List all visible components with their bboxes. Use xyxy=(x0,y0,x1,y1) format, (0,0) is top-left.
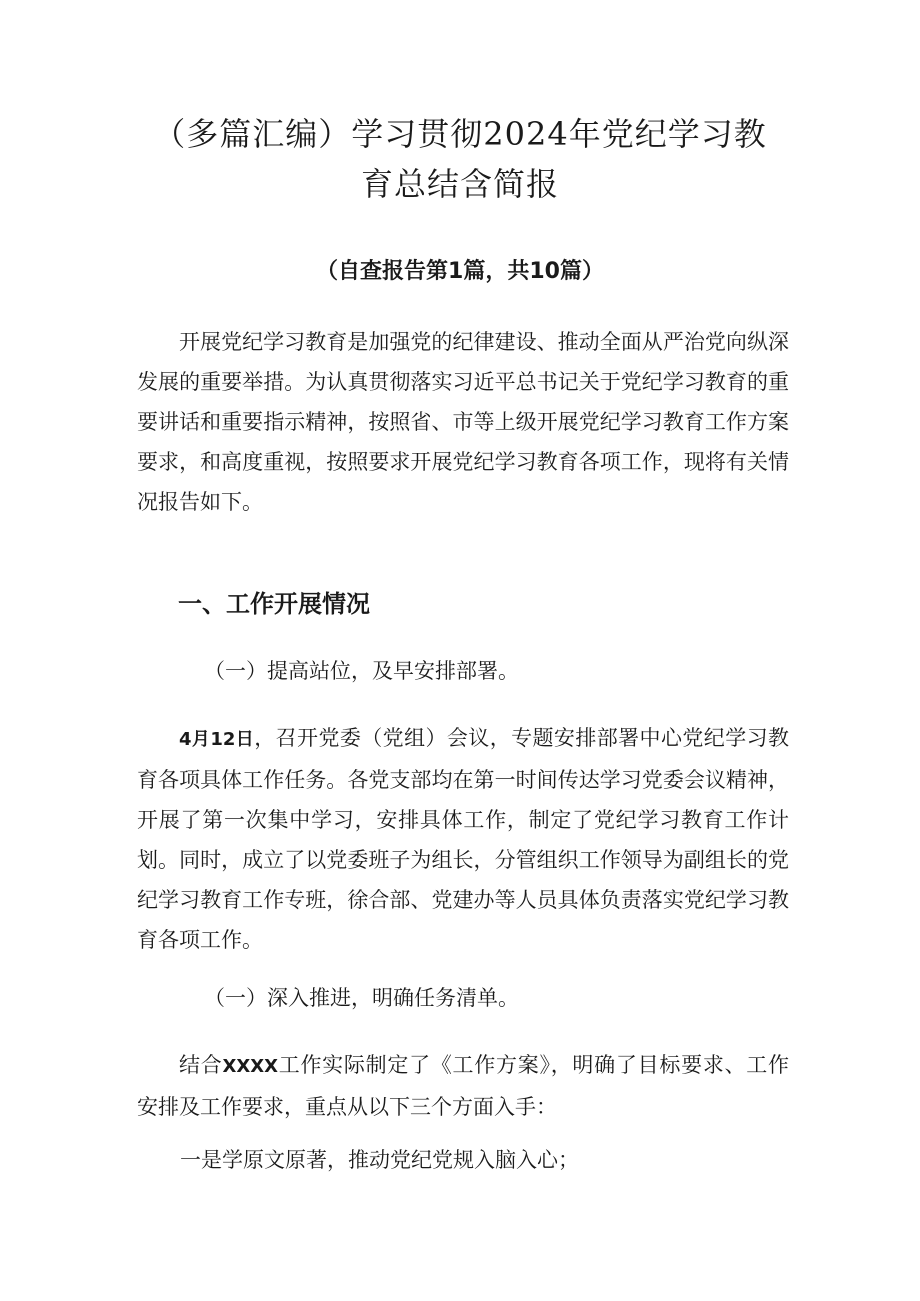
subsection-heading-1: （一）提高站位，及早安排部署。 xyxy=(204,659,519,683)
meeting-date: 4月12日 xyxy=(179,729,255,750)
body-paragraph-2-prefix: 结合 xyxy=(179,1053,223,1077)
body-paragraph-1-text: ，召开党委（党组）会议，专题安排部署中心党纪学习教育各项具体工作任务。各党支部均在第一时间传达学习党委会议精神，开展了第一次集中学习，安排具体工作，制定了党纪学习教育工作计划。同时，成立了以党委班子为组长，分管组织工作领导为副组长的党纪学习教育工作专班，徐合部、党建办等人员具体负责落实党纪学习教育各项工作。 xyxy=(137,726,790,952)
body-paragraph-2 xyxy=(137,1045,789,1127)
document-title-line-1: （多篇汇编）学习贯彻2024年党纪学习教 xyxy=(153,115,767,153)
section-heading-work-progress: 一、工作开展情况 xyxy=(178,590,370,618)
body-paragraph-2-text: 工作实际制定了《工作方案》，明确了目标要求、工作安排及工作要求，重点从以下三个方面入手： xyxy=(137,1053,790,1119)
org-placeholder: XXXX xyxy=(222,1056,278,1077)
document-subtitle: （自查报告第1篇，共10篇） xyxy=(316,259,604,284)
intro-paragraph: 开展党纪学习教育是加强党的纪律建设、推动全面从严治党向纵深发展的重要举措。为认真贯彻落实习近平总书记关于党纪学习教育的重要讲话和重要指示精神，按照省、市等上级开展党纪学习教育工作方案要求，和高度重视，按照要求开展党纪学习教育各项工作，现将有关情况报告如下。 xyxy=(137,330,789,514)
list-item-1: 一是学原文原著，推动党纪党规入脑入心； xyxy=(180,1148,579,1172)
document-title-line-2: 育总结含简报 xyxy=(360,165,559,203)
body-paragraph-1 xyxy=(137,718,789,960)
subsection-heading-2: （一）深入推进，明确任务清单。 xyxy=(204,986,519,1010)
